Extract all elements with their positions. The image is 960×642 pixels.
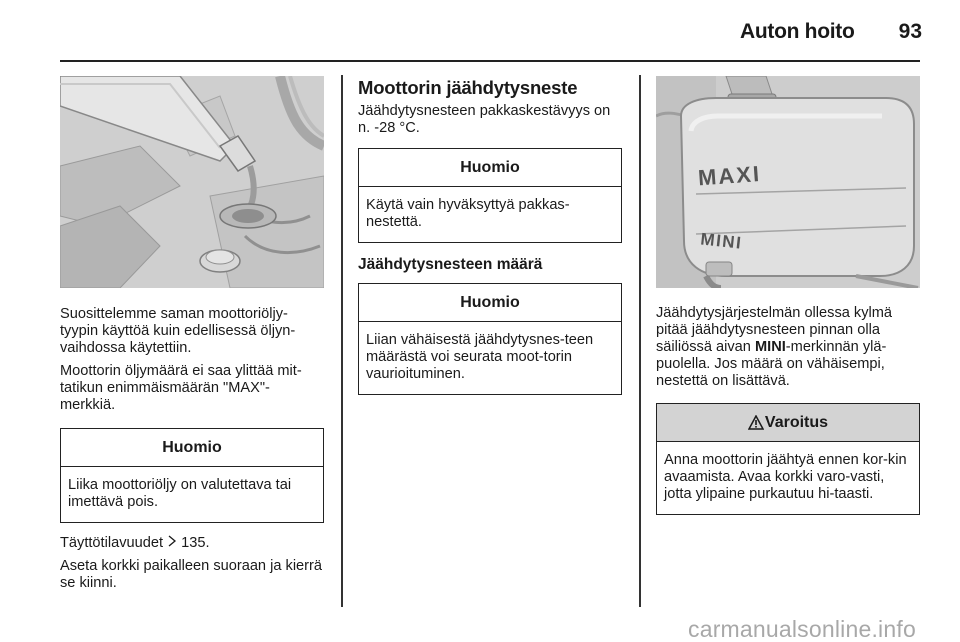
mini-mark-label: MINI: [754, 339, 786, 355]
capacities-page-link[interactable]: 135.: [181, 535, 210, 551]
notice-text: Liika moottoriöljy on valutettava tai imettävä pois.: [68, 477, 292, 510]
notice-title: Huomio: [359, 284, 621, 322]
notice-box-approved-coolant: [358, 148, 622, 243]
column-divider-1: [341, 75, 343, 607]
min-label: MINI: [699, 229, 744, 253]
paragraph-oil-type: Suosittelemme saman moottoriöljy-tyypin käyttöä kuin edellisessä öljyn-vaihdossa käytettiin.: [60, 306, 296, 356]
max-label: MAXI: [697, 161, 762, 191]
warning-text: Anna moottorin jäähtyä ennen kor-kin avaamista. Avaa korkki varo-vasti, jotta ylipaine purkautuu hi-taasti.: [664, 452, 907, 502]
warning-title-text: Varoitus: [764, 413, 829, 431]
notice-box-low-coolant: [358, 283, 622, 395]
paragraph-cap: Aseta korkki paikalleen suoraan ja kierrä se kiinni.: [60, 558, 323, 591]
section-title-coolant: Moottorin jäähdytysneste: [358, 77, 578, 98]
coolant-text-start: Jäähdytysjärjestelmän ollessa kylmä pitää jäähdytysnesteen pinnan olla säiliössä aivan: [656, 305, 893, 355]
paragraph-coolant-check: [656, 305, 920, 390]
notice-text: Käytä vain hyväksyttyä pakkas-nestettä.: [366, 197, 570, 230]
warning-box-hot-engine: [656, 403, 920, 515]
column-coolant: [358, 77, 622, 407]
notice-title: Huomio: [359, 149, 621, 187]
page-number: 93: [898, 20, 922, 43]
warning-title: [657, 404, 919, 442]
paragraph-oil-level: Moottorin öljymäärä ei saa ylittää mit-tatikun enimmäismäärän "MAX"-merkkiä.: [60, 363, 302, 413]
page-header-title: Auton hoito: [740, 20, 855, 43]
coolant-reservoir-illustration: [656, 76, 920, 288]
column-divider-2: [639, 75, 641, 607]
coolant-text-end: -merkinnän ylä-puolella. Jos määrä on vähäisempi, nestettä on lisättävä.: [656, 339, 887, 389]
oil-filling-illustration: [60, 76, 324, 288]
notice-title: Huomio: [61, 429, 323, 467]
paragraph-capacities: [60, 535, 324, 552]
page-reference-icon: [167, 535, 177, 547]
column-coolant-level: [656, 76, 920, 527]
notice-text: Liian vähäisestä jäähdytysnes-teen määrästä voi seurata moot-torin vaurioituminen.: [366, 332, 594, 382]
subheading-coolant-level: Jäähdytysnesteen määrä: [358, 256, 543, 273]
column-engine-oil: [60, 76, 324, 598]
warning-triangle-icon: [748, 415, 764, 430]
header-divider: [60, 60, 920, 62]
watermark: carmanualsonline.info: [688, 616, 916, 642]
paragraph-frost-protection: Jäähdytysnesteen pakkaskestävyys on n. -28 °C.: [358, 103, 611, 136]
notice-box-excess-oil: [60, 428, 324, 523]
capacities-label: Täyttötilavuudet: [60, 535, 164, 551]
